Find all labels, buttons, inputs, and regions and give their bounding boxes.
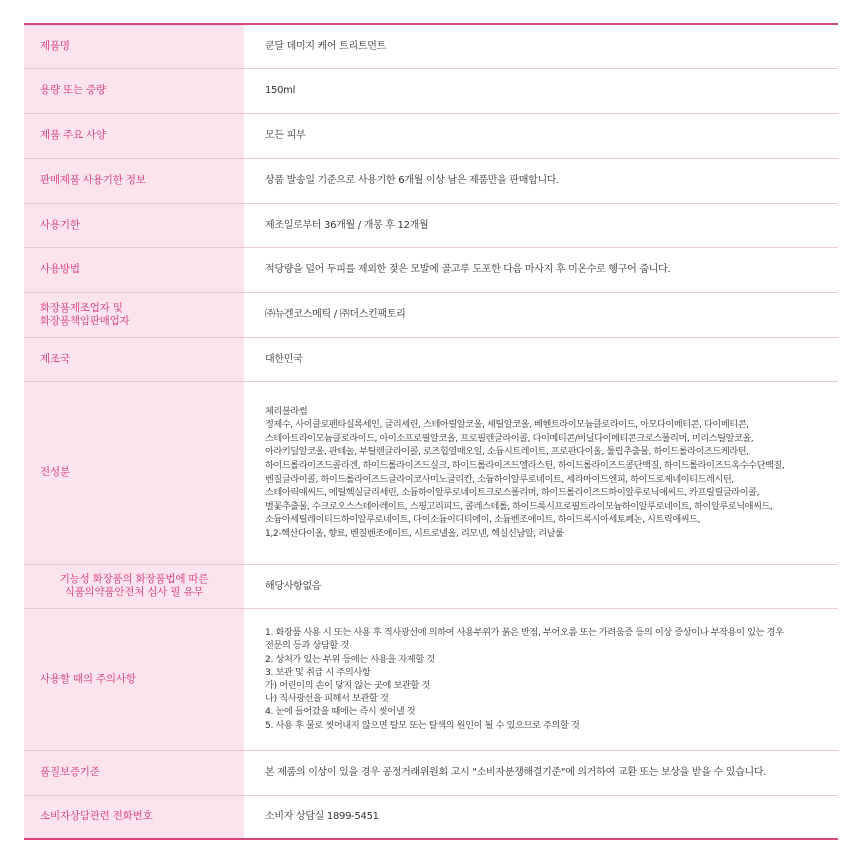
row-label: 품질보증기준 xyxy=(24,750,244,795)
row-expiry-info xyxy=(24,158,838,203)
row-country xyxy=(24,337,838,381)
row-label: 사용방법 xyxy=(24,247,244,292)
row-product-name xyxy=(24,24,838,68)
row-expiry xyxy=(24,203,838,247)
product-info-table-container xyxy=(24,23,838,840)
row-value: ㈜뉴겐코스메틱 / ㈜더스킨팩토리 xyxy=(244,292,838,337)
row-capacity xyxy=(24,68,838,113)
row-precautions xyxy=(24,608,838,750)
row-label: 화장품제조업자 및 화장품책임판매업자 xyxy=(24,292,244,337)
row-label: 제품 주요 사양 xyxy=(24,113,244,158)
row-value: 1. 화장품 사용 시 또는 사용 후 직사광선에 의하여 사용부위가 붉은 반점, 부어오름 또는 가려움증 등의 이상 증상이나 부작용이 있는 경우 전문의 등과 상담할 것 2. 상처가 있는 부위 등에는 사용을 자제할 것 3. 보관 및 취급 시 주의사항 가) 어린이의 손이 닿지 않는 곳에 보관할 것 나) 직사광선을 피해서 보관할 것 4. 눈에 들어갔을 때에는 즉시 씻어낼 것 5. 사용 후 물로 씻어내지 않으면 탈모 또는 탈색의 원인이 될 수 있으므로 주의할 것 xyxy=(244,608,838,750)
row-label: 사용할 때의 주의사항 xyxy=(24,608,244,750)
row-label: 판매제품 사용기한 정보 xyxy=(24,158,244,203)
row-value: 소비자 상담실 1899-5451 xyxy=(244,795,838,839)
row-value: 체리블라썸 정제수, 사이클로펜타실록세인, 글리세린, 스테아릴알코올, 세틸알코올, 베헨트라이모늄클로라이드, 아모다이메티콘, 다이메티콘, 스테아트라이모늄클로라이드, 아이소프로필알코올, 프로필렌글라이콜, 다이메티콘/비닐다이메티콘크로스폴리머, 미리스틸알코올, 아라키딜알코올, 판테놀, 부틸렌글라이콜, 로즈힙열매오일, 소듐시트레이트, 프로판다이올, 툴립추출물, 하이드롤라이즈드케라틴, 하이드롤라이즈드콜라겐, 하이드롤라이즈드실크, 하이드롤라이즈드엘라스틴, 하이드롤라이즈드콩단백질, 하이드롤라이즈드옥수수단백질, 벤질글라이콜, 하이드롤라이즈드글라이코사미노글리칸, 소듐하이알루로네이트, 세라마이드엔피, 하이드로제네이티드레시틴, 스테아릭애씨드, 에틸헥실글리세린, 소듐하이알루로네이트크로스폴리머, 하이드롤라이즈드하이알루로닉애씨드, 카프릴릴글라이콜, 별꽃추출물, 수크로오스스테아레이트, 스핑고리피드, 콜레스테롤, 하이드록시프로필트라이모늄하이알루로네이트, 하이알루로닉애씨드, 소듐아세틸레이티드하이알루로네이트, 다이소듐이디티에이, 소듐벤조에이트, 하이드록시아세토페논, 시트릭애씨드, 1,2-헥산다이올, 향료, 벤질벤조에이트, 시트로넬올, 리모넨, 헥실신남알, 리날룰 xyxy=(244,381,838,564)
row-label: 전성분 xyxy=(24,381,244,564)
row-quality-standard xyxy=(24,750,838,795)
row-label: 기능성 화장품의 화장품법에 따른 식품의약품안전처 심사 필 유무 xyxy=(24,564,244,608)
row-label: 용량 또는 중량 xyxy=(24,68,244,113)
product-info-body xyxy=(24,24,838,839)
product-info-table xyxy=(24,23,838,840)
row-usage xyxy=(24,247,838,292)
row-ingredients xyxy=(24,381,838,564)
row-value: 본 제품의 이상이 있을 경우 공정거래위원회 고시 "소비자분쟁해결기준"에 의거하여 교환 또는 보상을 받을 수 있습니다. xyxy=(244,750,838,795)
row-value: 제조일로부터 36개월 / 개봉 후 12개월 xyxy=(244,203,838,247)
row-label: 소비자상담관련 전화번호 xyxy=(24,795,244,839)
row-label: 제조국 xyxy=(24,337,244,381)
row-label: 사용기한 xyxy=(24,203,244,247)
row-value: 해당사항없음 xyxy=(244,564,838,608)
row-value: 모든 피부 xyxy=(244,113,838,158)
row-value: 적당량을 덜어 두피를 제외한 젖은 모발에 골고루 도포한 다음 마사지 후 미온수로 헹구어 줍니다. xyxy=(244,247,838,292)
row-value: 150ml xyxy=(244,68,838,113)
row-label: 제품명 xyxy=(24,24,244,68)
row-main-spec xyxy=(24,113,838,158)
row-value: 상품 발송일 기준으로 사용기한 6개월 이상 남은 제품만을 판매합니다. xyxy=(244,158,838,203)
row-functional-review xyxy=(24,564,838,608)
row-value: 대한민국 xyxy=(244,337,838,381)
row-phone xyxy=(24,795,838,839)
row-manufacturer xyxy=(24,292,838,337)
row-value: 쿤달 데미지 케어 트리트먼트 xyxy=(244,24,838,68)
